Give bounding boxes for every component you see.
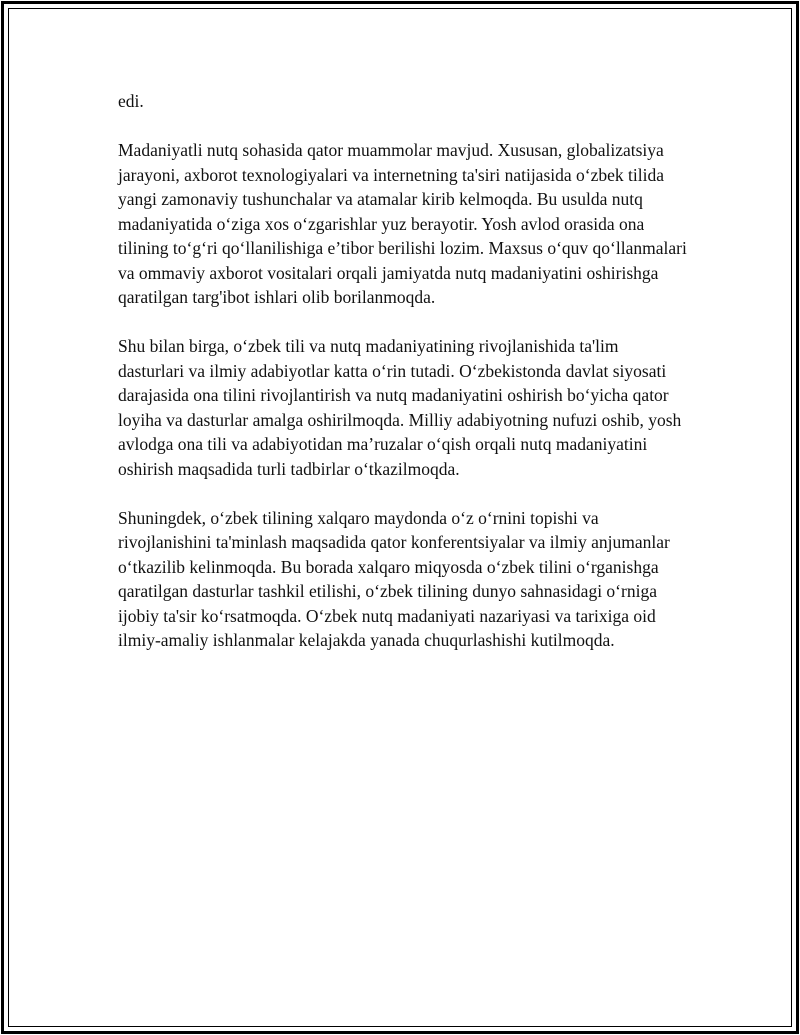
- document-body: [118, 89, 688, 677]
- paragraph-3: Shu bilan birga, o‘zbek tili va nutq madaniyatining rivojlanishida ta'lim dasturlari va ilmiy adabiyotlar katta o‘rin tutadi. O‘zbekistonda davlat siyosati darajasida ona tilini rivojlantirish va nutq madaniyatini oshirish bo‘yicha qator loyiha va dasturlar amalga oshirilmoqda. Milliy adabiyotning nufuzi oshib, yosh avlodga ona tili va adabiyotidan ma’ruzalar o‘qish orqali nutq madaniyatini oshirish maqsadida turli tadbirlar o‘tkazilmoqda.: [118, 336, 682, 479]
- paragraph-4: Shuningdek, o‘zbek tilining xalqaro maydonda o‘z o‘rnini topishi va rivojlanishini ta'minlash maqsadida qator konferentsiyalar va ilmiy anjumanlar o‘tkazilib kelinmoqda. Bu borada xalqaro miqyosda o‘zbek tilini o‘rganishga qaratilgan dasturlar tashkil etilishi, o‘zbek tilining dunyo sahnasidagi o‘rniga ijobiy ta'sir ko‘rsatmoqda. O‘zbek nutq madaniyati nazariyasi va tarixiga oid ilmiy-amaliy ishlanmalar kelajakda yanada chuqurlashishi kutilmoqda.: [118, 507, 670, 650]
- paragraph-1: edi.: [118, 91, 144, 111]
- paragraph-2: Madaniyatli nutq sohasida qator muammolar mavjud. Xususan, globalizatsiya jarayoni, axborot texnologiyalari va internetning ta'siri natijasida o‘zbek tilida yangi zamonaviy tushunchalar va atamalar kirib kelmoqda. Bu usulda nutq madaniyatida o‘ziga xos o‘zgarishlar yuz berayotir. Yosh avlod orasida ona tilining to‘g‘ri qo‘llanilishiga e’tibor berilishi lozim. Maxsus o‘quv qo‘llanmalari va ommaviy axborot vositalari orqali jamiyatda nutq madaniyatini oshirishga qaratilgan targ'ibot ishlari olib borilanmoqda.: [118, 140, 687, 307]
